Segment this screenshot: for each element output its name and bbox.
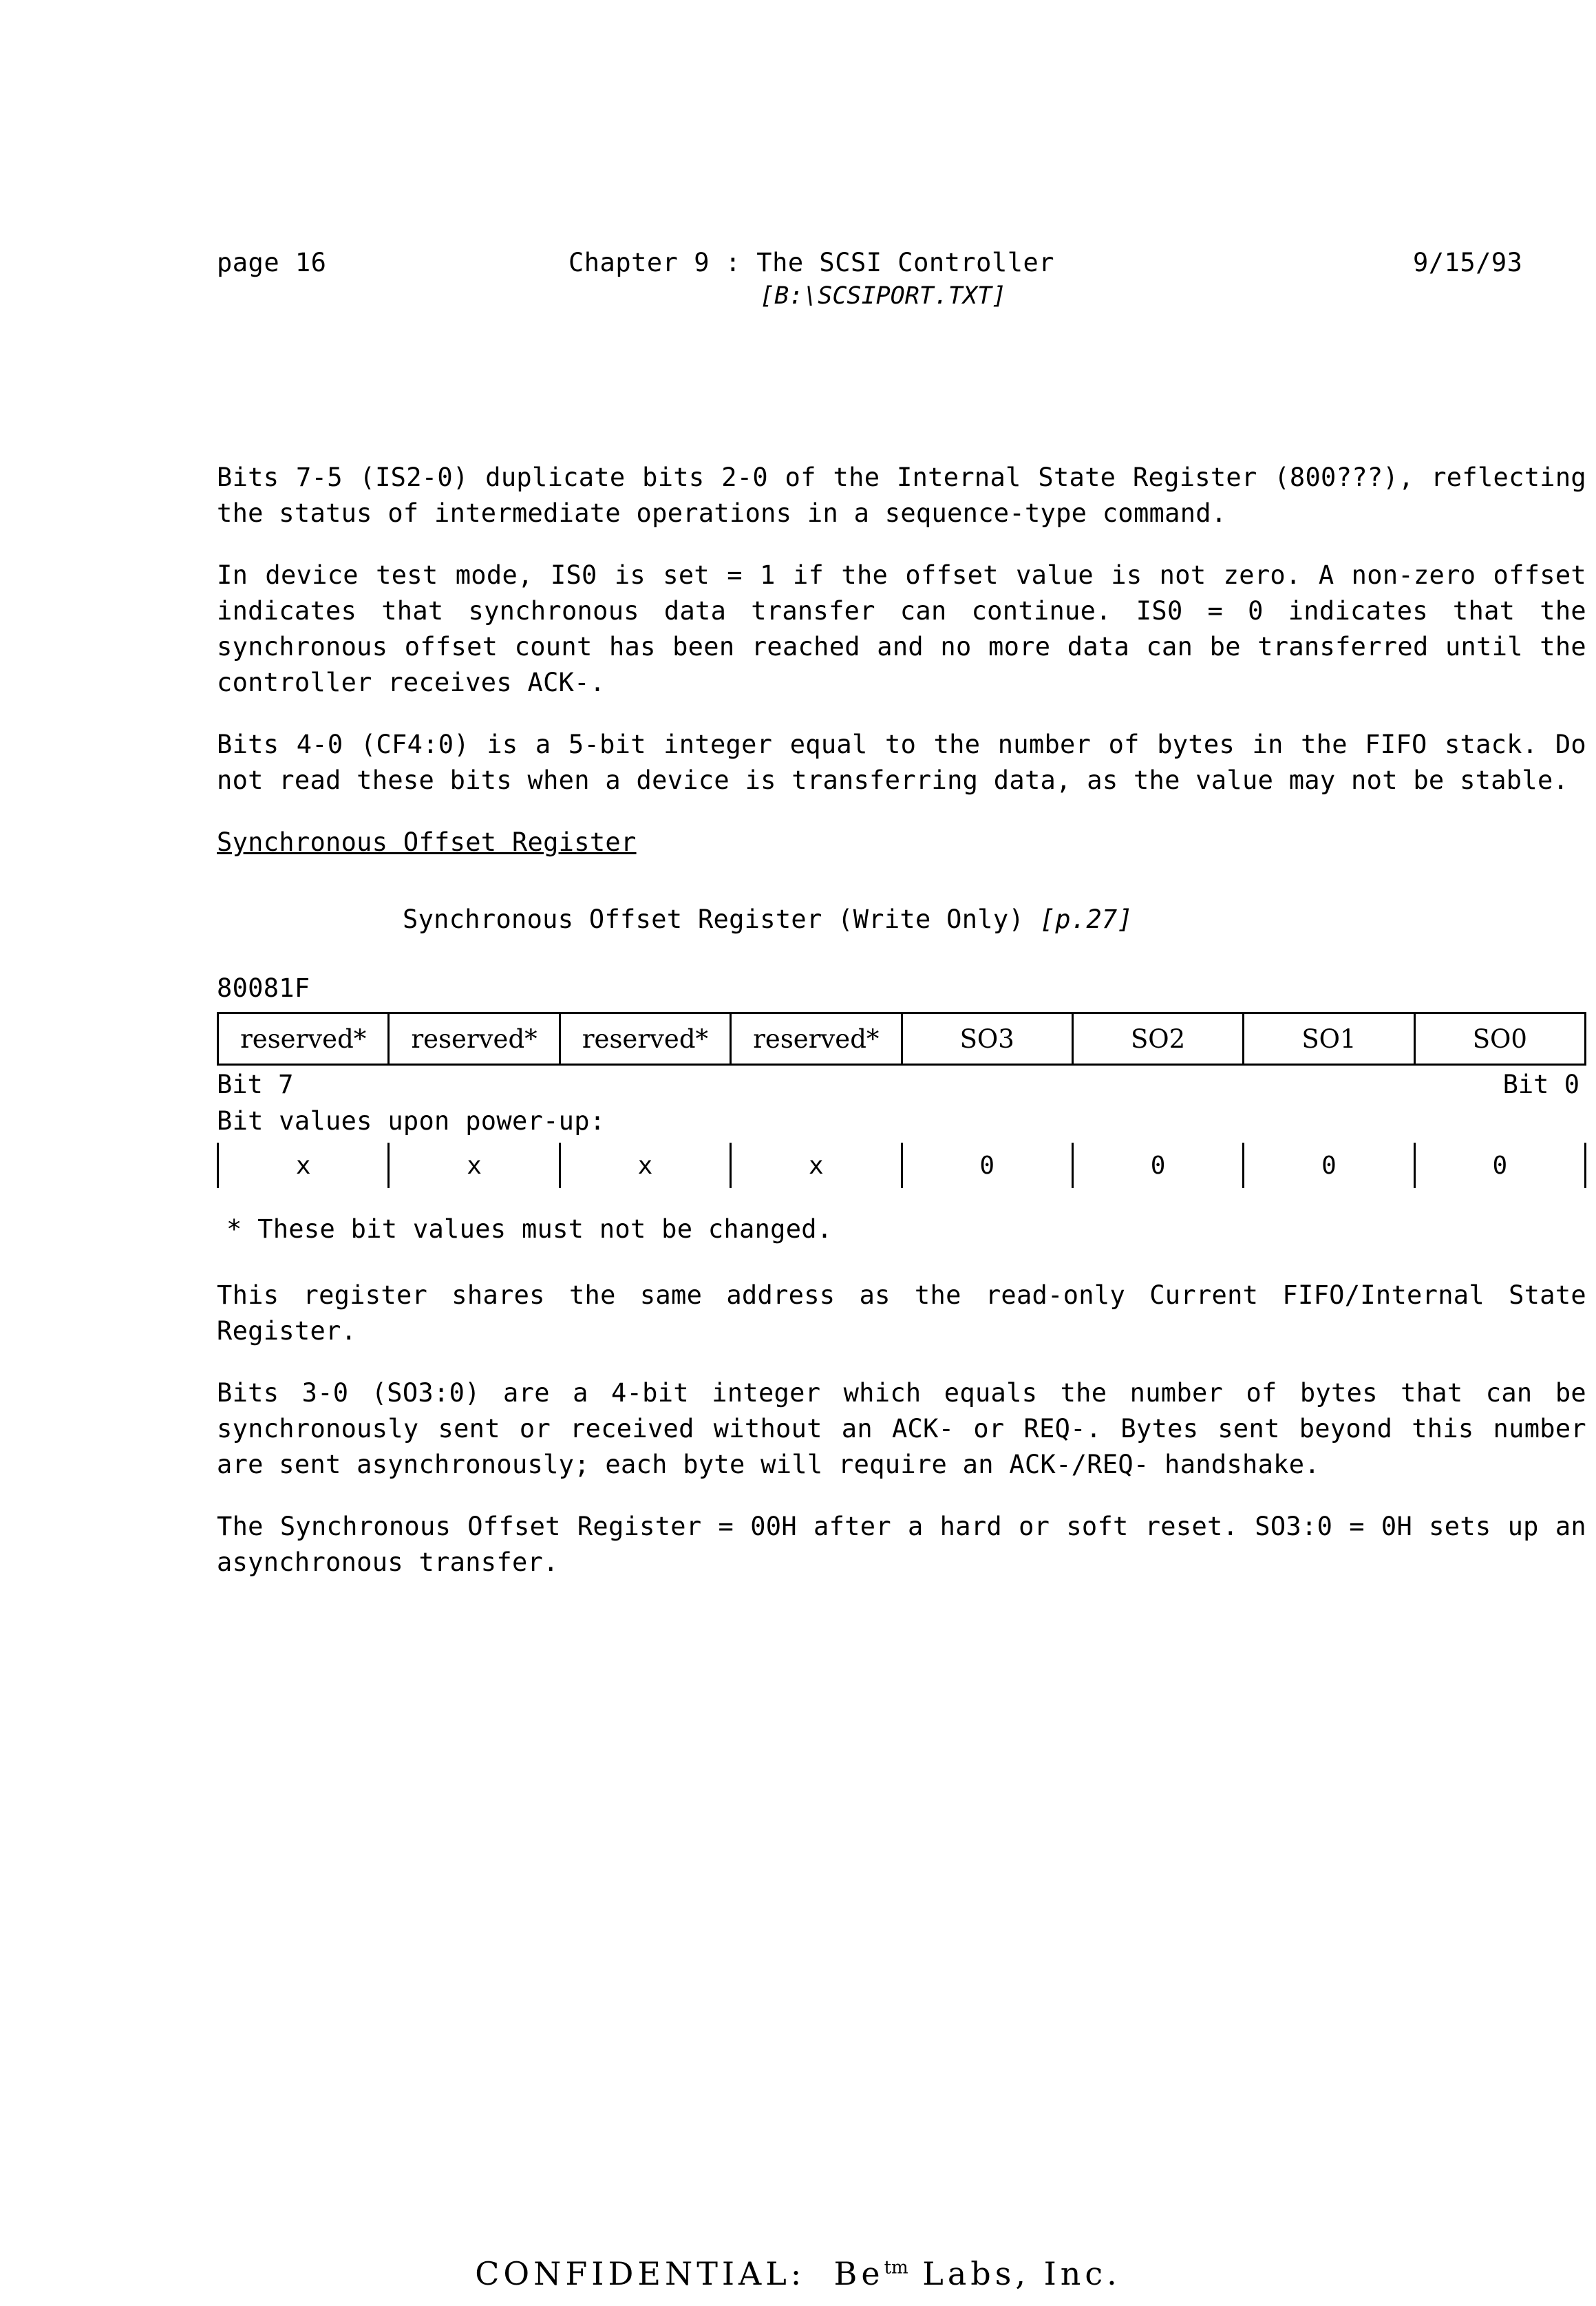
chapter-title: Chapter 9 : The SCSI Controller — [568, 248, 1055, 277]
page-number-label: page 16 — [217, 248, 327, 277]
bit-7-label: Bit 7 — [217, 1070, 294, 1099]
header-line — [0, 248, 1596, 282]
table-row — [218, 1013, 1586, 1065]
paragraph-bits-7-5: Bits 7-5 (IS2-0) duplicate bits 2-0 of the Internal State Register (800???), reflecting the status of intermediate operations in a sequence-type command. — [217, 463, 1586, 528]
register-powerup-value-table — [217, 1143, 1586, 1188]
table-footnote: * These bit values must not be changed. — [226, 1214, 833, 1244]
bit-0-label: Bit 0 — [1502, 1070, 1579, 1099]
page-body — [217, 460, 1586, 1607]
powerup-cell-6: x — [389, 1143, 560, 1188]
powerup-cell-3: 0 — [902, 1143, 1072, 1188]
paragraph-bits-3-0: Bits 3-0 (SO3:0) are a 4-bit integer which equals the number of bytes that can be synchronously sent or received without an ACK- or REQ-. Bytes sent beyond this number are sent asynchronously; each byte will require an ACK-/REQ- handshake. — [217, 1378, 1586, 1479]
footer-text-before: CONFIDENTIAL: Be — [475, 2255, 884, 2292]
bit-position-labels — [217, 1070, 1586, 1104]
bit-cell-0: SO0 — [1414, 1013, 1585, 1065]
header-date: 9/15/93 — [1413, 248, 1523, 277]
paragraph-device-test-mode: In device test mode, IS0 is set = 1 if the offset value is not zero. A non-zero offset indicates that synchronous data transfer can continue. IS0 = 0 indicates that the synchronous offset count has been reached and no more data can be transferred until the controller receives ACK-. — [217, 560, 1586, 697]
section-heading-synchronous-offset-register: Synchronous Offset Register — [217, 827, 637, 857]
powerup-cell-0: 0 — [1414, 1143, 1585, 1188]
bit-cell-6: reserved* — [389, 1013, 560, 1065]
paragraph-reset-behavior: The Synchronous Offset Register = 00H after a hard or soft reset. SO3:0 = 0H sets up an asynchronous transfer. — [217, 1512, 1586, 1577]
bit-cell-4: reserved* — [731, 1013, 902, 1065]
powerup-cell-5: x — [560, 1143, 730, 1188]
powerup-cell-1: 0 — [1244, 1143, 1414, 1188]
powerup-cell-7: x — [218, 1143, 389, 1188]
register-title: Synchronous Offset Register (Write Only) — [403, 905, 1025, 934]
bit-cell-7: reserved* — [218, 1013, 389, 1065]
bit-cell-5: reserved* — [560, 1013, 730, 1065]
powerup-cell-4: x — [731, 1143, 902, 1188]
register-title-line — [217, 902, 1586, 938]
spacer — [217, 1247, 1586, 1278]
page-footer — [0, 2255, 1596, 2292]
register-bit-name-table — [217, 1012, 1586, 1066]
footer-text-after: Labs, Inc. — [908, 2255, 1121, 2292]
register-page-note: [p.27] — [1039, 905, 1134, 934]
header-file-path: [B:\SCSIPORT.TXT] — [760, 282, 1007, 310]
footer-trademark: tm — [884, 2257, 908, 2278]
powerup-values-label: Bit values upon power-up: — [217, 1106, 606, 1136]
bit-cell-1: SO1 — [1244, 1013, 1414, 1065]
register-address: 80081F — [217, 973, 310, 1003]
bit-cell-2: SO2 — [1072, 1013, 1243, 1065]
bit-cell-3: SO3 — [902, 1013, 1072, 1065]
paragraph-shared-address: This register shares the same address as the read-only Current FIFO/Internal State Register. — [217, 1280, 1586, 1346]
powerup-cell-2: 0 — [1072, 1143, 1243, 1188]
page-header — [0, 248, 1596, 310]
paragraph-bits-4-0: Bits 4-0 (CF4:0) is a 5-bit integer equal to the number of bytes in the FIFO stack. Do not read these bits when a device is transferring data, as the value may not be stable. — [217, 730, 1586, 795]
table-row — [218, 1143, 1586, 1188]
